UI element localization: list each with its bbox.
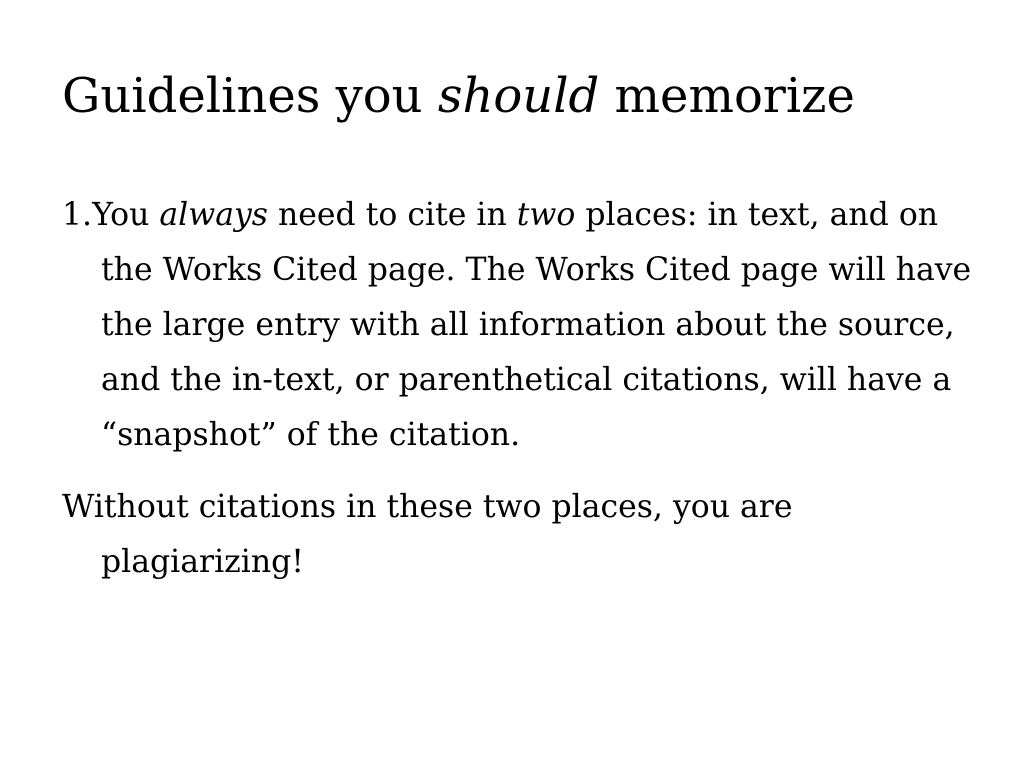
point-number: 1. (62, 197, 93, 233)
title-emphasis: should (437, 68, 600, 124)
slide-title (62, 64, 1002, 128)
guideline-point-2 (62, 480, 974, 590)
point-text: Without citations in these two places, you are plagiarizing! (62, 489, 793, 580)
point-text-segment: places: in text, and on the Works Cited page. The Works Cited page will have the large entry with all information about the source, and the in-text, or parenthetical citations, will have a “snapshot” of the citation. (101, 197, 972, 453)
point-text-segment: need to cite in (267, 197, 517, 233)
point-emphasis-always: always (159, 197, 268, 233)
slide-body (62, 188, 974, 607)
title-text-after: memorize (599, 68, 855, 124)
guideline-point-1 (62, 188, 974, 463)
point-emphasis-two: two (516, 197, 576, 233)
title-text-before: Guidelines you (62, 68, 438, 124)
point-text-segment: You (92, 197, 160, 233)
